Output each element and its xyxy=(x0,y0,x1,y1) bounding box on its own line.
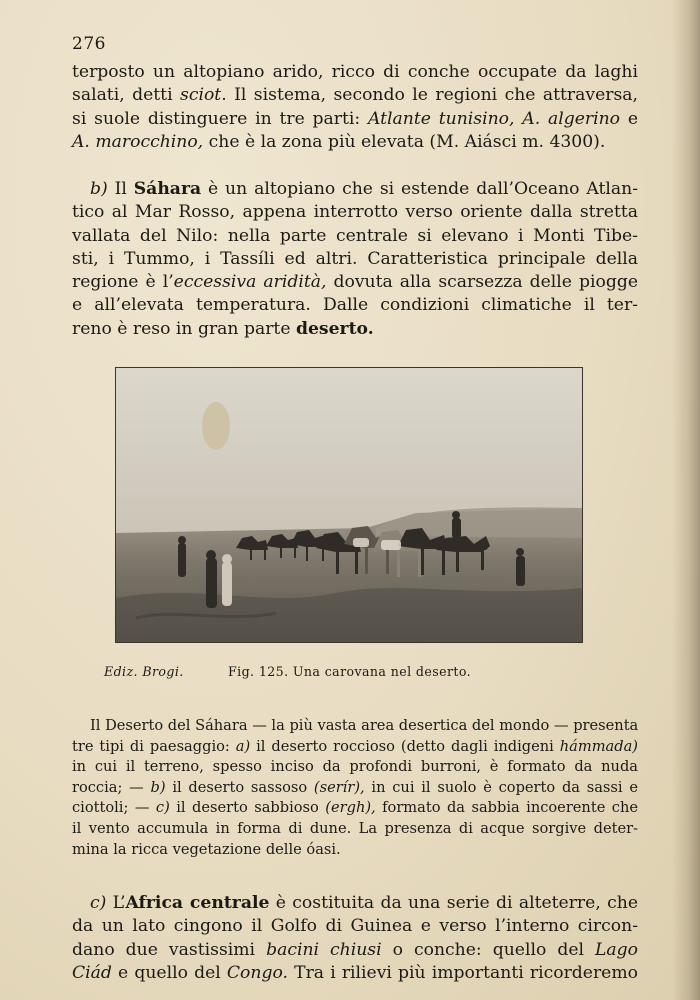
caravan-photo xyxy=(115,367,583,643)
text-line: in cui il terreno, spesso inciso da profondi burroni, è formato da nuda xyxy=(72,758,638,776)
text-line: roccia; — b) il deserto sassoso (serír), in cui il suolo è coperto da sassi e xyxy=(72,778,638,796)
text-line: salati, detti sciot. Il sistema, secondo le regioni che attraversa, xyxy=(72,85,639,106)
page-number: 276 xyxy=(72,34,106,54)
paragraph-sahara xyxy=(72,178,638,341)
text-line: e all’elevata temperatura. Dalle condizioni climatiche il ter- xyxy=(72,295,638,316)
paragraph-desert-types xyxy=(72,716,638,860)
text-line: il vento accumula in forma di dune. La presenza di acque sorgive deter- xyxy=(72,819,638,837)
text-line: reno è reso in gran parte deserto. xyxy=(72,318,374,339)
paragraph-atlas xyxy=(72,61,638,154)
text-line: A. marocchino, che è la zona più elevata (M. Aiásci m. 4300). xyxy=(72,131,606,152)
caravan-illustration xyxy=(116,368,582,642)
paragraph-central-africa xyxy=(72,892,638,985)
text-line: tre tipi di paesaggio: a) il deserto roccioso (detto dagli indigeni hámmada) xyxy=(72,737,638,755)
figure-caption: Fig. 125. Una carovana nel deserto. xyxy=(228,664,471,679)
photo-credit: Ediz. Brogi. xyxy=(104,664,184,679)
text-line: c) L’Africa centrale è costituita da una serie di alteterre, che xyxy=(90,893,638,913)
page-edge-shadow xyxy=(672,0,700,1000)
text-line: sti, i Tummo, i Tassíli ed altri. Caratteristica principale della xyxy=(72,248,638,269)
text-line: tico al Mar Rosso, appena interrotto verso oriente dalla stretta xyxy=(72,202,638,223)
text-line: b) Il Sáhara è un altopiano che si estende dall’Oceano Atlan- xyxy=(90,179,639,199)
text-line: regione è l’eccessiva aridità, dovuta alla scarsezza delle piogge xyxy=(72,272,638,293)
text-line: ciottoli; — c) il deserto sabbioso (ergh), formato da sabbia incoerente che xyxy=(72,799,639,817)
text-line: mina la ricca vegetazione delle óasi. xyxy=(72,840,341,858)
text-line: vallata del Nilo: nella parte centrale si elevano i Monti Tibe- xyxy=(72,225,638,246)
text-line: Ciád e quello del Congo. Tra i rilievi più importanti ricorderemo xyxy=(72,962,638,983)
text-line: Il Deserto del Sáhara — la più vasta area desertica del mondo — presenta xyxy=(90,717,639,734)
text-line: da un lato cingono il Golfo di Guinea e verso l’interno circon- xyxy=(72,916,638,937)
text-line: si suole distinguere in tre parti: Atlante tunisino, A. algerino e xyxy=(72,108,638,129)
text-line: dano due vastissimi bacini chiusi o conche: quello del Lago xyxy=(72,939,639,960)
text-line: terposto un altopiano arido, ricco di conche occupate da laghi xyxy=(72,62,638,82)
